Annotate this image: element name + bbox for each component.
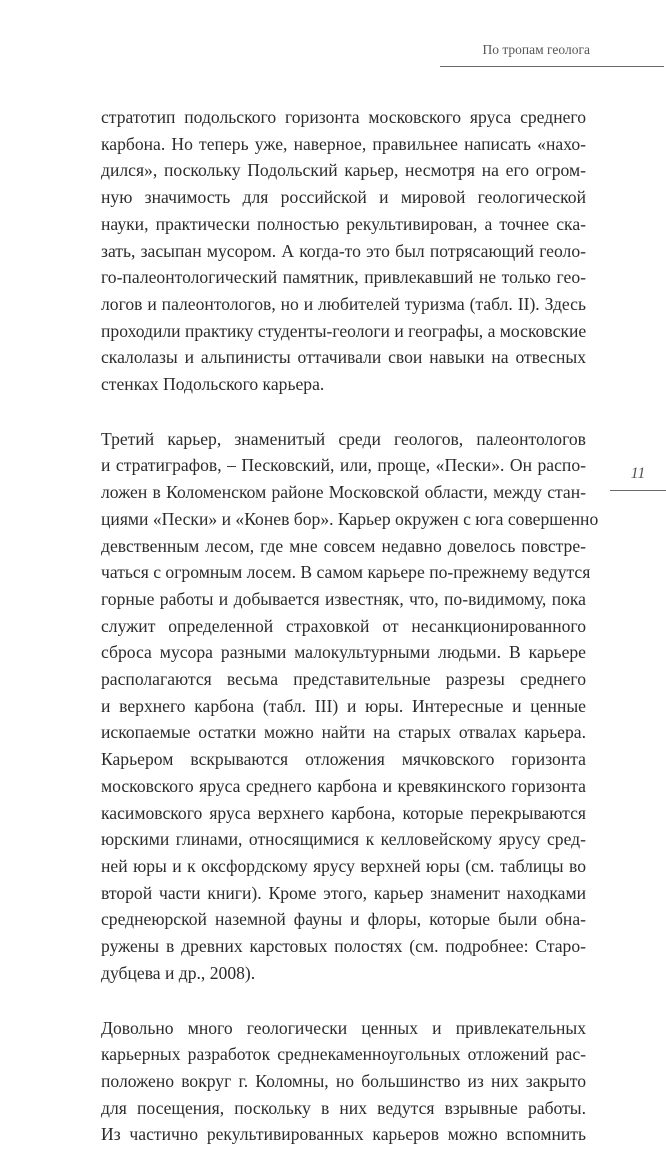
text-line: стенках Подольского карьера. <box>101 374 325 395</box>
text-line: дился», поскольку Подольский карьер, несмотря на его огром- <box>101 160 586 181</box>
text-line: Довольно много геологически ценных и привлекательных <box>101 1017 586 1038</box>
text-line: циями «Пески» и «Конев бор». Карьер окружен с юга совершенно <box>101 508 599 529</box>
text-line: для посещения, поскольку в них ведутся взрывные работы. <box>101 1097 586 1118</box>
text-line: девственным лесом, где мне совсем недавно довелось повстре- <box>101 535 586 556</box>
paragraph-3 <box>101 1015 586 1149</box>
text-line: науки, практически полностью рекультивирован, а точнее ска- <box>101 213 586 234</box>
text-line: касимовского яруса верхнего карбона, которые перекрываются <box>101 802 586 823</box>
text-line: сброса мусора разными малокультурными людьми. В карьере <box>101 642 586 663</box>
text-line: ложен в Коломенском районе Московской области, между стан- <box>101 482 586 503</box>
text-line: стратотип подольского горизонта московского яруса среднего <box>101 107 586 127</box>
text-line: го-палеонтологический памятник, привлекавший не только гео- <box>101 267 586 288</box>
text-line: Карьером вскрываются отложения мячковского горизонта <box>101 749 586 770</box>
text-line: располагаются весьма представительные разрезы среднего <box>101 669 586 690</box>
text-line: второй части книги). Кроме этого, карьер знаменит находками <box>101 882 586 903</box>
text-line: зать, засыпан мусором. А когда-то это был потрясающий геоло- <box>101 240 586 261</box>
text-line: и стратиграфов, – Песковский, или, проще, «Пески». Он распо- <box>101 455 586 476</box>
paragraph-2 <box>101 426 599 987</box>
text-line: скалолазы и альпинисты оттачивали свои навыки на отвесных <box>101 347 586 368</box>
text-line: логов и палеонтологов, но и любителей туризма (табл. II). Здесь <box>101 293 586 314</box>
text-line: карбона. Но теперь уже, наверное, правильнее написать «нахо- <box>101 133 586 154</box>
paragraph-1 <box>101 104 586 398</box>
text-line: ископаемые остатки можно найти на старых отвалах карьера. <box>101 722 586 743</box>
header-rule <box>440 66 664 67</box>
text-line: Из частично рекультивированных карьеров можно вспомнить <box>101 1124 586 1145</box>
text-line: ружены в древних карстовых полостях (см. подробнее: Старо- <box>101 936 586 957</box>
text-line: Третий карьер, знаменитый среди геологов, палеонтологов <box>101 428 586 449</box>
text-line: положено вокруг г. Коломны, но большинство из них закрыто <box>101 1070 586 1091</box>
page-number: 11 <box>630 465 646 482</box>
text-line: среднеюрской наземной фауны и флоры, которые были обна- <box>101 909 586 930</box>
text-line: юрскими глинами, относящимися к келловейскому ярусу сред- <box>101 829 586 850</box>
text-line: чаться с огромным лосем. В самом карьере по-прежнему ведутся <box>101 562 591 583</box>
text-line: ную значимость для российской и мировой геологической <box>101 187 586 208</box>
text-line: дубцева и др., 2008). <box>101 962 256 983</box>
running-header-title: По тропам геолога <box>482 42 590 57</box>
text-line: карьерных разработок среднекаменноугольных отложений рас- <box>101 1044 586 1065</box>
page-number-rule <box>610 490 666 491</box>
text-line: ней юры и к оксфордскому ярусу верхней юры (см. таблицы во <box>101 855 586 876</box>
text-line: и верхнего карбона (табл. III) и юры. Интересные и ценные <box>101 695 586 716</box>
body-text <box>101 104 599 1176</box>
text-line: горные работы и добывается известняк, что, по-видимому, пока <box>101 588 586 609</box>
text-line: проходили практику студенты-геологи и географы, а московские <box>101 320 587 341</box>
text-line: московского яруса среднего карбона и кревякинского горизонта <box>101 775 586 796</box>
text-line: служит определенной страховкой от несанкционированного <box>101 615 586 636</box>
